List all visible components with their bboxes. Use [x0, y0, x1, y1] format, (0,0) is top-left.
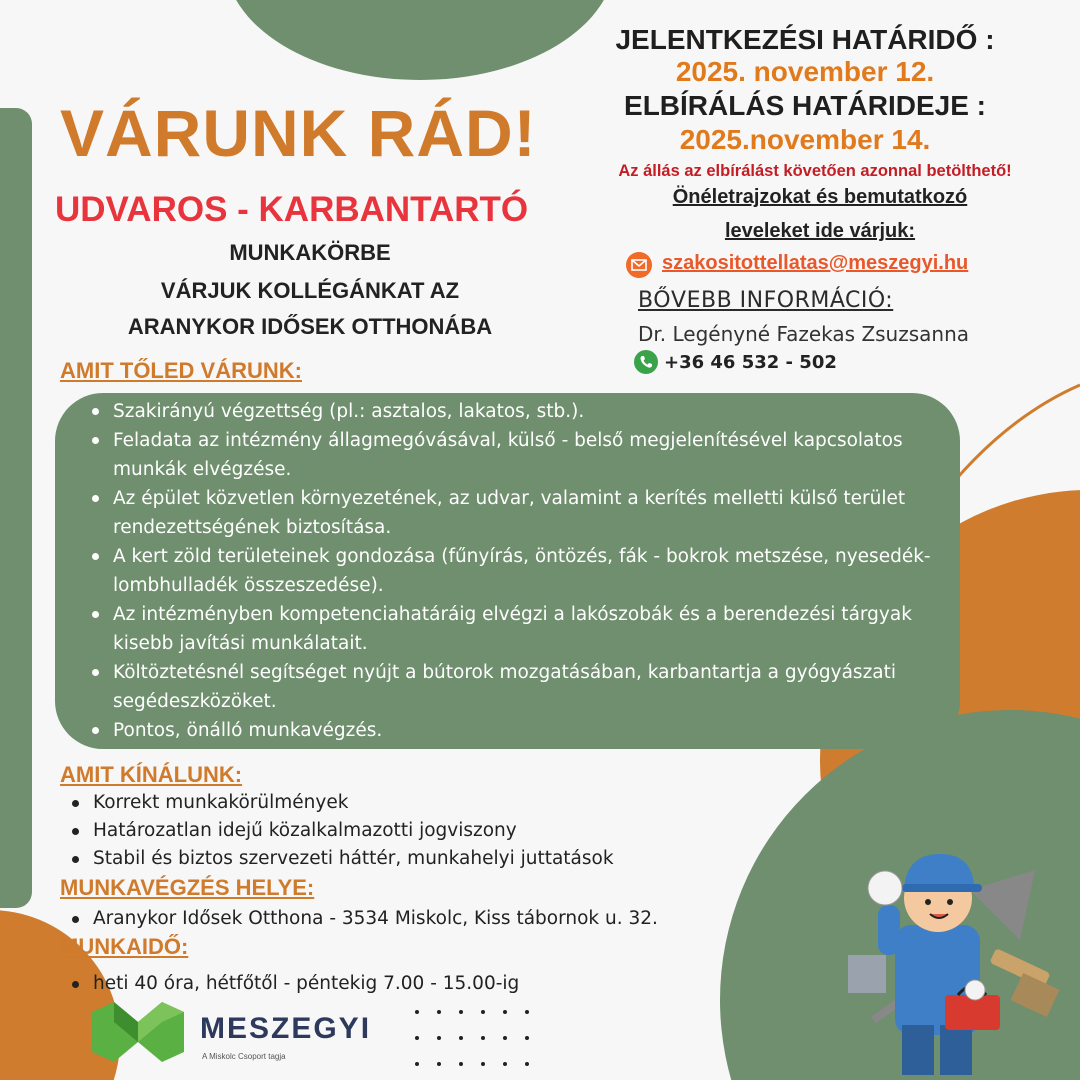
email-icon: [626, 252, 652, 278]
handyman-illustration-icon: [840, 830, 1065, 1075]
phone-number[interactable]: +36 46 532 - 502: [664, 352, 837, 373]
application-deadline-label: JELENTKEZÉSI HATÁRIDŐ :: [615, 24, 995, 55]
list-item: Az intézményben kompetenciahatáráig elvégzi a lakószobák és a berendezési tárgyak kisebb javítási munkálatait.: [88, 600, 958, 658]
logo-tagline: A Miskolc Csoport tagja: [202, 1052, 286, 1061]
position-title: UDVAROS - KARBANTARTÓ: [55, 190, 529, 229]
workplace-list: [68, 905, 768, 933]
intro-line-2: VÁRJUK KOLLÉGÁNKAT AZ: [160, 278, 460, 303]
logo-mark-icon: [92, 1002, 184, 1064]
application-deadline-date: 2025. november 12.: [675, 56, 935, 87]
hours-list: [68, 970, 768, 998]
list-item: Költöztetésnél segítséget nyújt a bútorok mozgatásában, karbantartja a gyógyászati segédeszközöket.: [88, 658, 958, 716]
list-item: heti 40 óra, hétfőtől - péntekig 7.00 - 15.00-ig: [68, 970, 768, 998]
headline: VÁRUNK RÁD!: [60, 96, 537, 170]
notice: Az állás az elbírálást követően azonnal betölthető!: [618, 162, 1012, 180]
intro-line-1: MUNKAKÖRBE: [229, 240, 391, 265]
list-item: Szakirányú végzettség (pl.: asztalos, lakatos, stb.).: [88, 397, 958, 426]
list-item: A kert zöld területeinek gondozása (fűnyírás, öntözés, fák - bokrok metszése, nyesedék-lombhulladék összeszedése).: [88, 542, 958, 600]
cv-line-1: Önéletrajzokat és bemutatkozó: [672, 186, 968, 208]
list-item: Pontos, önálló munkavégzés.: [88, 716, 958, 745]
list-item: Aranykor Idősek Otthona - 3534 Miskolc, Kiss tábornok u. 32.: [68, 905, 768, 933]
meszegyi-logo: [92, 1002, 184, 1068]
list-item: Feladata az intézmény állagmegóvásával, külső - belső megjelenítésével kapcsolatos munkák elvégzése.: [88, 426, 958, 484]
list-item: Stabil és biztos szervezeti háttér, munkahelyi juttatások: [68, 845, 768, 873]
requirements-heading: AMIT TŐLED VÁRUNK:: [60, 358, 302, 383]
list-item: Az épület közvetlen környezetének, az udvar, valamint a kerítés melletti külső terület rendezettségének biztosítása.: [88, 484, 958, 542]
intro-line-3: ARANYKOR IDŐSEK OTTHONÁBA: [127, 314, 493, 339]
workplace-heading: MUNKAVÉGZÉS HELYE:: [60, 875, 315, 900]
decision-deadline-date: 2025.november 14.: [679, 124, 931, 155]
offers-list: [68, 789, 768, 873]
decision-deadline-label: ELBÍRÁLÁS HATÁRIDEJE :: [624, 90, 986, 121]
contact-person: Dr. Legényné Fazekas Zsuzsanna: [638, 322, 970, 346]
phone-icon: [634, 350, 658, 374]
email-link[interactable]: szakositottellatas@meszegyi.hu: [662, 252, 969, 274]
more-info-label: BŐVEBB INFORMÁCIÓ:: [638, 288, 894, 313]
cv-line-2: leveleket ide várjuk:: [724, 220, 916, 242]
list-item: Korrekt munkakörülmények: [68, 789, 768, 817]
offers-heading: AMIT KÍNÁLUNK:: [60, 762, 243, 787]
requirements-list: [88, 397, 958, 745]
list-item: Határozatlan idejű közalkalmazotti jogviszony: [68, 817, 768, 845]
logo-name: MESZEGYI: [200, 1012, 372, 1045]
hours-heading: MUNKAIDŐ:: [60, 934, 189, 959]
decorative-dots: [415, 1010, 547, 1066]
